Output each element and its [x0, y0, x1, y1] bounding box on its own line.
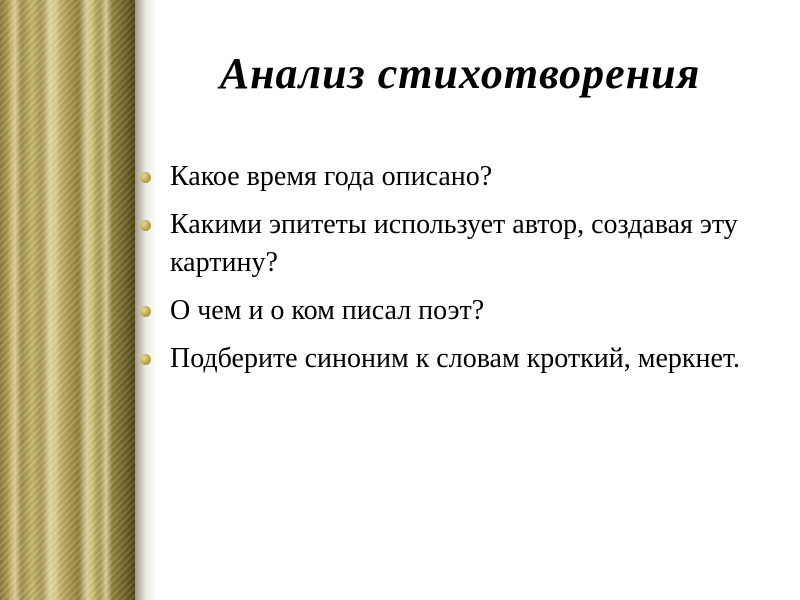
panel-highlight-stripe [8, 0, 22, 600]
bullet-item [140, 340, 770, 378]
bullet-item [140, 158, 770, 196]
bullet-dot-icon [140, 354, 151, 365]
bullet-dot-icon [140, 172, 151, 183]
panel-highlight-stripe [40, 0, 60, 600]
bullet-text: Какими эпитеты использует автор, создавая эту картину? [170, 209, 738, 278]
bullet-list [140, 158, 770, 388]
bullet-text: О чем и о ком писал поэт? [170, 295, 485, 326]
slide-title: Анализ стихотворения [219, 49, 701, 98]
bullet-dot-icon [140, 306, 151, 317]
panel-highlight-stripe [78, 0, 96, 600]
bullet-item [140, 292, 770, 330]
bullet-text: Какое время года описано? [170, 161, 493, 192]
bullet-item [140, 206, 770, 282]
panel-highlight-stripe [100, 0, 112, 600]
decorative-gold-panel [0, 0, 135, 600]
bullet-dot-icon [140, 220, 151, 231]
bullet-text: Подберите синоним к словам кроткий, меркнет. [170, 343, 741, 374]
